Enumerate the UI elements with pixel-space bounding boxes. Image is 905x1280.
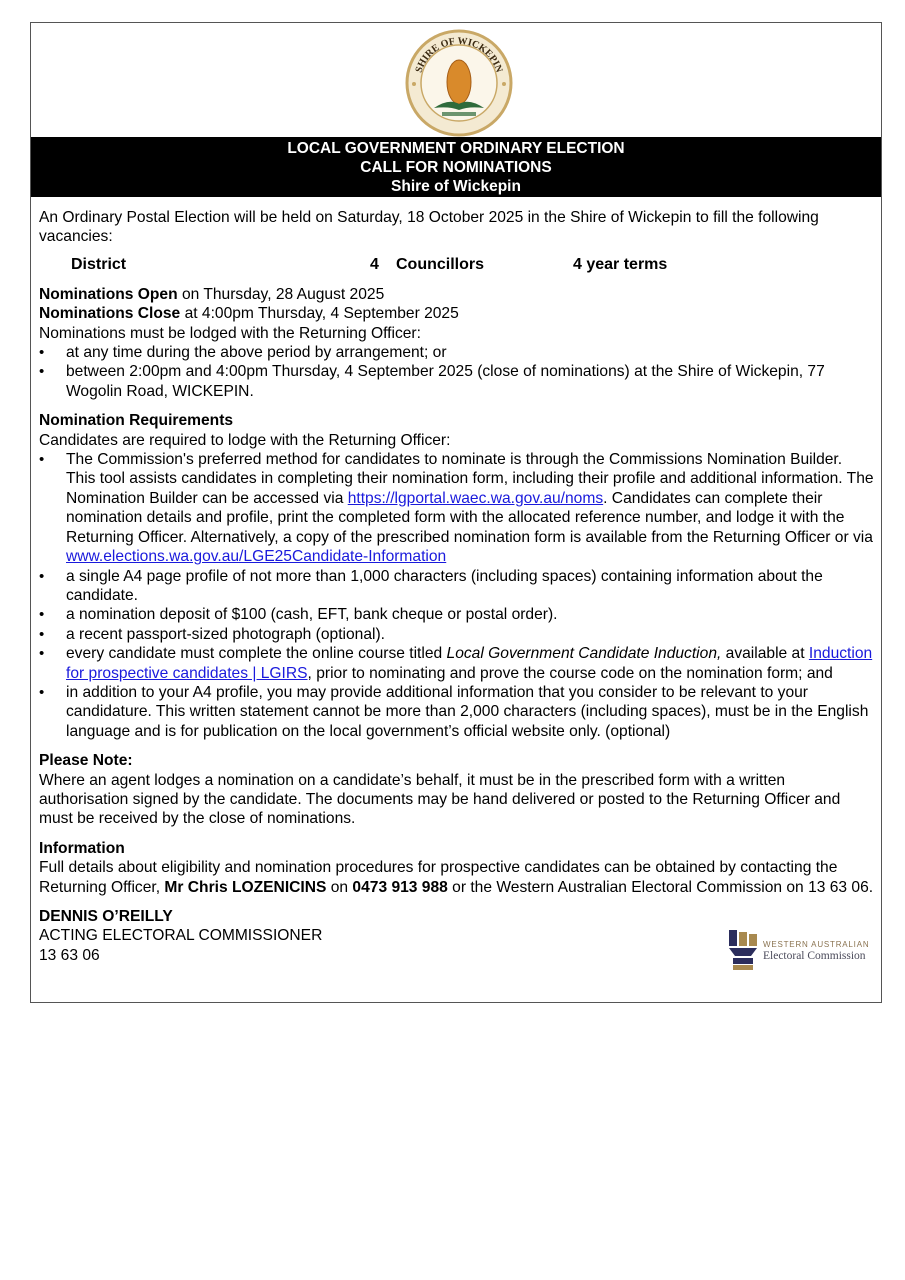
banner-line-2: CALL FOR NOMINATIONS	[360, 159, 552, 176]
information-heading: Information	[39, 839, 125, 857]
candidate-information-link[interactable]: www.elections.wa.gov.au/LGE25Candidate-Information	[66, 548, 447, 566]
requirements-intro: Candidates are required to lodge with the Returning Officer:	[39, 431, 451, 449]
returning-officer-phone: 0473 913 988	[352, 878, 448, 896]
signatory-title: ACTING ELECTORAL COMMISSIONER	[39, 927, 323, 945]
lodge-options-list	[39, 343, 874, 401]
shire-crest-logo	[404, 28, 514, 138]
list-item: • between 2:00pm and 4:00pm Thursday, 4 September 2025 (close of nominations) at the Shire of Wickepin, 77 Wogolin Road, WICKEPIN.	[39, 362, 874, 401]
requirements-list	[39, 450, 874, 741]
vacancy-count: 4	[370, 255, 379, 273]
lodge-instructions: Nominations must be lodged with the Returning Officer:	[39, 324, 421, 342]
vacancy-row	[39, 255, 874, 277]
induction-course-link[interactable]: Induction for prospective candidates | LGIRS	[66, 645, 873, 682]
banner-line-1: LOCAL GOVERNMENT ORDINARY ELECTION	[287, 140, 625, 157]
intro-paragraph: An Ordinary Postal Election will be held on Saturday, 18 October 2025 in the Shire of Wickepin to fill the following vacancies:	[39, 209, 819, 246]
title-banner	[31, 137, 881, 197]
nominations-open: Nominations Open on Thursday, 28 August 2025	[39, 285, 385, 303]
notice-frame	[30, 22, 882, 1003]
information-text: Full details about eligibility and nomination procedures for prospective candidates can be obtained by contacting the Returning Officer, Mr Chris LOZENICINS on 0473 913 988 or the Western Australian Electoral Commission on 13 63 06.	[39, 859, 874, 896]
requirements-heading: Nomination Requirements	[39, 412, 234, 430]
signatory-phone: 13 63 06	[39, 946, 100, 964]
signatory-name: DENNIS O’REILLY	[39, 908, 173, 925]
note-heading: Please Note:	[39, 752, 133, 770]
notice-body	[39, 208, 874, 965]
note-text: Where an agent lodges a nomination on a candidate’s behalf, it must be in the prescribed form with a written authorisation signed by the candidate. The documents may be hand delivered or posted to the Returning Officer and must be received by the close of nominations.	[39, 771, 841, 828]
list-item: • every candidate must complete the online course titled Local Government Candidate Induction, available at Induction for prospective candidates | LGIRS, prior to nominating and prove the course code on the nomination form; and	[39, 644, 874, 683]
waec-logo-line-2: Electoral Commission	[763, 950, 866, 962]
nominations-close: Nominations Close at 4:00pm Thursday, 4 September 2025	[39, 305, 459, 323]
list-item: • The Commission's preferred method for candidates to nominate is through the Commissions Nomination Builder. This tool assists candidates in completing their nomination form, including their profile and additional information. The Nomination Builder can be accessed via https://lgportal.waec.wa.gov.au/noms. Candidates can complete their nomination details and profile, print the completed form with the allocated reference number, and lodge it with the Returning Officer. Alternatively, a copy of the prescribed nomination form is available from the Returning Officer or via www.elections.wa.gov.au/LGE25Candidate-Information	[39, 450, 874, 566]
vacancy-district: District	[71, 255, 127, 273]
waec-emblem-icon	[727, 928, 759, 972]
vacancy-term: 4 year terms	[573, 255, 668, 273]
list-item: • a recent passport-sized photograph (optional).	[39, 625, 874, 644]
list-item: • at any time during the above period by arrangement; or	[39, 343, 874, 362]
crest-text: SHIRE OF WICKEPIN	[413, 35, 505, 75]
nomination-builder-link[interactable]: https://lgportal.waec.wa.gov.au/noms	[347, 489, 604, 507]
list-item: • a single A4 page profile of not more than 1,000 characters (including spaces) containing information about the candidate.	[39, 567, 874, 606]
list-item: • in addition to your A4 profile, you may provide additional information that you consider to be relevant to your candidature. This written statement cannot be more than 2,000 characters (including spaces), must be in the English language and is for publication on the local government’s official website only. (optional)	[39, 683, 874, 741]
banner-line-3: Shire of Wickepin	[391, 178, 521, 195]
waec-logo	[727, 928, 872, 974]
vacancy-position: Councillors	[396, 255, 485, 273]
list-item: • a nomination deposit of $100 (cash, EFT, bank cheque or postal order).	[39, 605, 874, 624]
returning-officer-name: Mr Chris LOZENICINS	[164, 878, 327, 896]
waec-logo-line-1: WESTERN AUSTRALIAN	[763, 940, 870, 949]
shire-crest-icon	[404, 28, 514, 138]
